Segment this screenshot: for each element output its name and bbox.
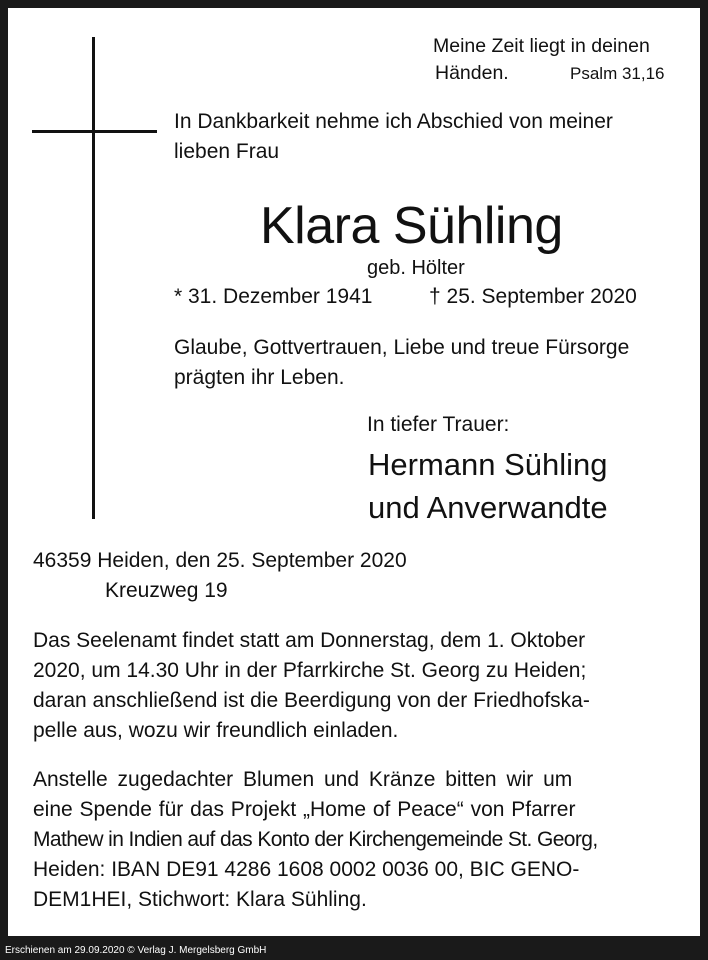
donation-line: Heiden: IBAN DE91 4286 1608 0002 0036 00, BIC GENO- [33,858,580,881]
donation-line: Mathew in Indien auf das Konto der Kirchengemeinde St. Georg, [33,828,598,851]
address-line-2: Kreuzweg 19 [105,579,228,602]
tribute-line-2: prägten ihr Leben. [174,366,345,389]
donation-line: eine Spende für das Projekt „Home of Peace“ von Pfarrer [33,798,576,821]
service-line: 2020, um 14.30 Uhr in der Pfarrkirche St. Georg zu Heiden; [33,659,587,682]
intro-line-1: In Dankbarkeit nehme ich Abschied von meiner [174,110,613,133]
mourner-name: Hermann Sühling [368,447,608,482]
deceased-name: Klara Sühling [260,197,563,255]
donation-line: Anstelle zugedachter Blumen und Kränze bitten wir um [33,768,573,791]
intro-line-2: lieben Frau [174,140,280,163]
birth-date: * 31. Dezember 1941 [174,285,373,308]
publication-footer: Erschienen am 29.09.2020 © Verlag J. Mergelsberg GmbH [0,942,708,960]
address-line-1: 46359 Heiden, den 25. September 2020 [33,549,407,572]
tribute-line-1: Glaube, Gottvertrauen, Liebe und treue Fürsorge [174,336,630,359]
service-line: Das Seelenamt findet statt am Donnerstag, dem 1. Oktober [33,629,586,652]
service-line: pelle aus, wozu wir freundlich einladen. [33,719,399,742]
mourner-relatives: und Anverwandte [368,490,608,525]
psalm-reference: Psalm 31,16 [570,64,665,83]
donation-line: DEM1HEI, Stichwort: Klara Sühling. [33,888,367,911]
service-line: daran anschließend ist die Beerdigung von der Friedhofska- [33,689,590,712]
psalm-line-2: Händen. [435,62,509,84]
psalm-line-1: Meine Zeit liegt in deinen [433,35,650,57]
mourners-label: In tiefer Trauer: [367,413,510,436]
donation-paragraph [33,765,683,915]
cross-icon-vertical-bar [92,37,95,519]
cross-icon-horizontal-bar [32,130,157,133]
service-paragraph [33,626,683,746]
death-date: † 25. September 2020 [429,285,637,308]
maiden-name: geb. Hölter [367,257,465,279]
